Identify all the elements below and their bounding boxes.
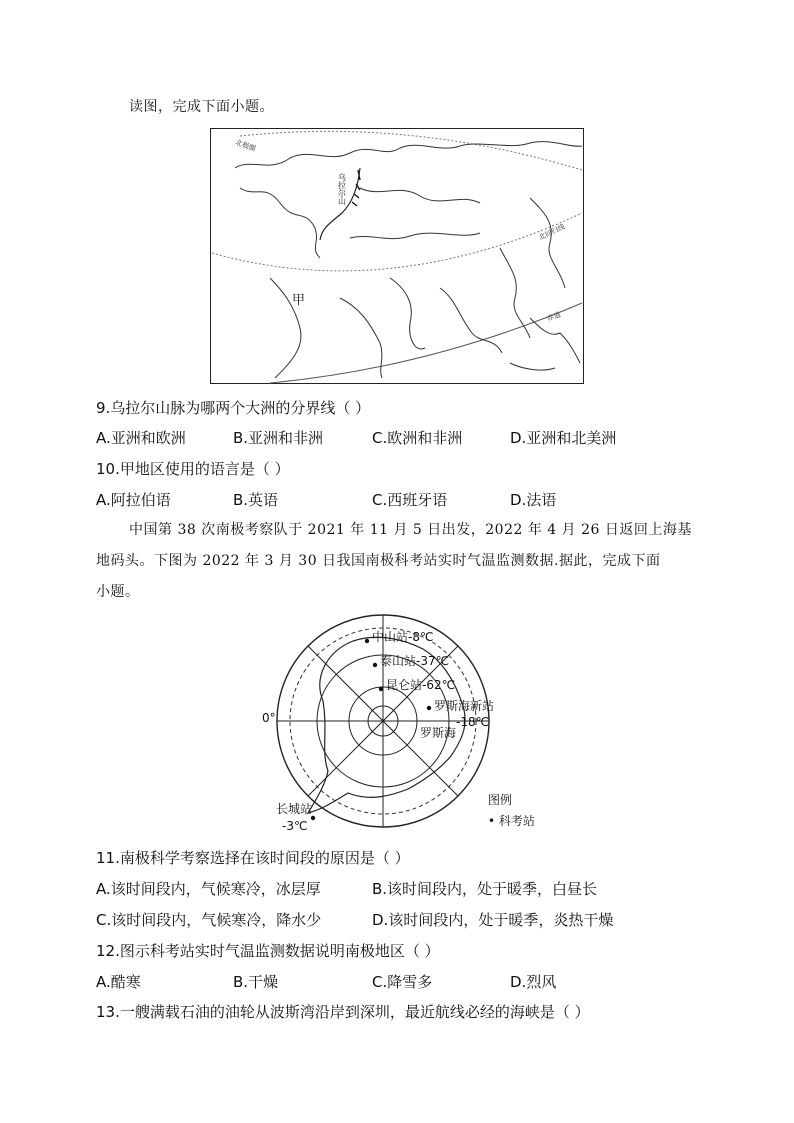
asia-map-svg: [210, 128, 584, 384]
q9-option-a[interactable]: A.亚洲和欧洲: [96, 429, 186, 447]
zhongshan-dot: [365, 639, 369, 643]
q9-stem: 9.乌拉尔山脉为哪两个大洲的分界线（ ）: [96, 399, 371, 417]
zero-degree-label: 0°: [262, 711, 276, 725]
changcheng-name-label: 长城站: [276, 802, 313, 816]
arctic-circle-label: 北极圈: [234, 138, 257, 154]
q11-option-a[interactable]: A.该时间段内，气候寒冷，冰层厚: [96, 880, 321, 898]
q10-option-a[interactable]: A.阿拉伯语: [96, 491, 171, 509]
zhongshan-label: 中山站-8℃: [372, 630, 434, 644]
intro2-line3: 小题。: [96, 584, 140, 600]
luosihai-temp-label: -18℃: [456, 715, 490, 729]
q10-option-b[interactable]: B.英语: [233, 491, 279, 509]
q11-option-b[interactable]: B.该时间段内，处于暖季，白昼长: [372, 880, 598, 898]
jia-label: 甲: [292, 293, 306, 308]
equator-label: 赤道: [545, 310, 562, 323]
q11-option-c[interactable]: C.该时间段内，气候寒冷，降水少: [96, 911, 322, 929]
q11-stem: 11.南极科学考察选择在该时间段的原因是（ ）: [96, 849, 410, 867]
antarctica-map-svg: [258, 612, 548, 840]
luosi-sea-label: 罗斯海: [420, 726, 457, 740]
intro-text: 读图，完成下面小题。: [129, 99, 274, 115]
antarctica-map: [258, 612, 548, 840]
taishan-dot: [373, 663, 377, 667]
intro2-line1: 中国第 38 次南极考察队于 2021 年 11 月 5 日出发，2022 年 4 月 26 日返回上海基: [129, 522, 692, 538]
changcheng-dot: [311, 816, 315, 820]
q13-stem: 13.一艘满载石油的油轮从波斯湾沿岸到深圳，最近航线必经的海峡是（ ）: [96, 1003, 590, 1021]
luosihai-dot: [427, 706, 431, 710]
q10-option-c[interactable]: C.西班牙语: [372, 491, 448, 509]
changcheng-temp-label: -3℃: [282, 819, 308, 833]
q9-option-b[interactable]: B.亚洲和非洲: [233, 429, 324, 447]
q12-stem: 12.图示科考站实时气温监测数据说明南极地区（ ）: [96, 942, 440, 960]
tropic-label: 北回归线: [537, 222, 567, 242]
taishan-label: 泰山站-37℃: [380, 654, 450, 668]
kunlun-label: 昆仑站-62℃: [386, 678, 456, 692]
q10-stem: 10.甲地区使用的语言是（ ）: [96, 460, 290, 478]
legend-title: 图例: [488, 793, 513, 807]
q12-option-c[interactable]: C.降雪多: [372, 973, 433, 991]
q12-option-a[interactable]: A.酷寒: [96, 973, 141, 991]
q10-option-d[interactable]: D.法语: [510, 491, 557, 509]
q9-option-c[interactable]: C.欧洲和非洲: [372, 429, 463, 447]
luosihai-name-label: 罗斯海新站: [434, 699, 495, 713]
legend-item: • 科考站: [488, 814, 535, 828]
asia-map: [210, 128, 584, 384]
kunlun-dot: [379, 687, 383, 691]
q9-option-d[interactable]: D.亚洲和北美洲: [510, 429, 617, 447]
intro2-line2: 地码头。下图为 2022 年 3 月 30 日我国南极科考站实时气温监测数据.据此，完成下面: [96, 553, 661, 569]
q12-option-d[interactable]: D.烈风: [510, 973, 557, 991]
q12-option-b[interactable]: B.干燥: [233, 973, 279, 991]
q11-option-d[interactable]: D.该时间段内，处于暖季，炎热干燥: [372, 911, 614, 929]
ural-label: 乌拉尔山: [337, 173, 347, 205]
